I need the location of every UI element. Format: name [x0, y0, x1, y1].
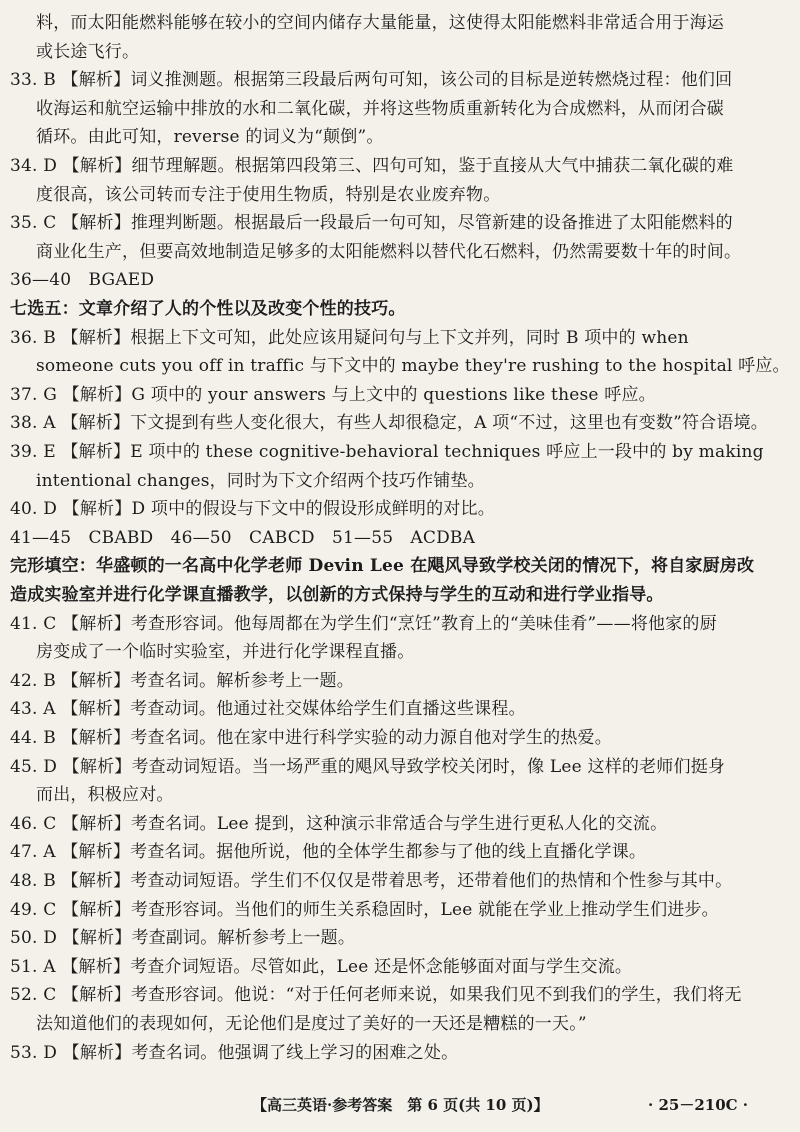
footer-page-info: 【高三英语·参考答案 第 6 页(共 10 页)】 [252, 1096, 549, 1114]
text-line: 40. D 【解析】D 项中的假设与下文中的假设形成鲜明的对比。 [10, 499, 495, 519]
section-heading: 造成实验室并进行化学课直播教学，以创新的方式保持与学生的互动和进行学业指导。 [10, 585, 664, 605]
text-line: 48. B 【解析】考查动词短语。学生们不仅仅是带着思考，还带着他们的热情和个性参与其中。 [10, 871, 733, 891]
text-line: 36. B 【解析】根据上下文可知，此处应该用疑问句与上下文并列，同时 B 项中的 when [10, 328, 689, 348]
text-line: 34. D 【解析】细节理解题。根据第四段第三、四句可知，鉴于直接从大气中捕获二氧化碳的难 [10, 156, 734, 176]
text-line: 法知道他们的表现如何，无论他们是度过了美好的一天还是糟糕的一天。” [36, 1014, 587, 1034]
text-line: 料，而太阳能燃料能够在较小的空间内储存大量能量，这使得太阳能燃料非常适合用于海运 [36, 13, 724, 33]
text-line: intentional changes，同时为下文介绍两个技巧作铺垫。 [36, 471, 485, 491]
text-line: 33. B 【解析】词义推测题。根据第三段最后两句可知，该公司的目标是逆转燃烧过程：他们回 [10, 70, 733, 90]
text-line: 45. D 【解析】考查动词短语。当一场严重的飓风导致学校关闭时，像 Lee 这样的老师们挺身 [10, 757, 726, 777]
text-line: 而出，积极应对。 [36, 785, 174, 805]
text-line: 35. C 【解析】推理判断题。根据最后一段最后一句可知，尽管新建的设备推进了太阳能燃料的 [10, 213, 733, 233]
text-line: 房变成了一个临时实验室，并进行化学课程直播。 [36, 642, 415, 662]
page-footer [0, 1094, 800, 1120]
text-line: 39. E 【解析】E 项中的 these cognitive-behavioral techniques 呼应上一段中的 by making [10, 442, 764, 462]
section-heading: 完形填空：华盛顿的一名高中化学老师 Devin Lee 在飓风导致学校关闭的情况下，将自家厨房改 [10, 556, 755, 576]
text-line: 商业化生产，但要高效地制造足够多的太阳能燃料以替代化石燃料，仍然需要数十年的时间。 [36, 242, 742, 262]
text-line: 38. A 【解析】下文提到有些人变化很大，有些人却很稳定，A 项“不过，这里也有变数”符合语境。 [10, 413, 768, 433]
text-line: 度很高，该公司转而专注于使用生物质，特别是农业废弃物。 [36, 185, 501, 205]
text-line: 循环。由此可知，reverse 的词义为“颠倒”。 [36, 127, 384, 147]
text-line: 42. B 【解析】考查名词。解析参考上一题。 [10, 671, 354, 691]
section-heading: 七选五：文章介绍了人的个性以及改变个性的技巧。 [10, 299, 406, 319]
text-line: 47. A 【解析】考查名词。据他所说，他的全体学生都参与了他的线上直播化学课。 [10, 842, 647, 862]
footer-exam-code: · 25－210C · [648, 1096, 749, 1114]
text-line: someone cuts you off in traffic 与下文中的 maybe they're rushing to the hospital 呼应。 [36, 356, 790, 376]
text-line: 49. C 【解析】考查形容词。当他们的师生关系稳固时，Lee 就能在学业上推动学生们进步。 [10, 900, 719, 920]
text-line: 53. D 【解析】考查名词。他强调了线上学习的困难之处。 [10, 1043, 459, 1063]
text-line: 36—40 BGAED [10, 270, 155, 290]
text-line: 50. D 【解析】考查副词。解析参考上一题。 [10, 928, 356, 948]
text-line: 51. A 【解析】考查介词短语。尽管如此，Lee 还是怀念能够面对面与学生交流。 [10, 957, 633, 977]
text-line: 收海运和航空运输中排放的水和二氧化碳，并将这些物质重新转化为合成燃料，从而闭合碳 [36, 99, 724, 119]
text-line: 41—45 CBABD 46—50 CABCD 51—55 ACDBA [10, 528, 476, 548]
text-line: 43. A 【解析】考查动词。他通过社交媒体给学生们直播这些课程。 [10, 699, 526, 719]
text-line: 44. B 【解析】考查名词。他在家中进行科学实验的动力源自他对学生的热爱。 [10, 728, 612, 748]
text-line: 52. C 【解析】考查形容词。他说：“对于任何老师来说，如果我们见不到我们的学生，我们将无 [10, 985, 742, 1005]
text-line: 46. C 【解析】考查名词。Lee 提到，这种演示非常适合与学生进行更私人化的交流。 [10, 814, 668, 834]
text-line: 41. C 【解析】考查形容词。他每周都在为学生们“烹饪”教育上的“美味佳肴”——将他家的厨 [10, 614, 717, 634]
text-line: 或长途飞行。 [36, 42, 140, 62]
text-line: 37. G 【解析】G 项中的 your answers 与上文中的 questions like these 呼应。 [10, 385, 656, 405]
